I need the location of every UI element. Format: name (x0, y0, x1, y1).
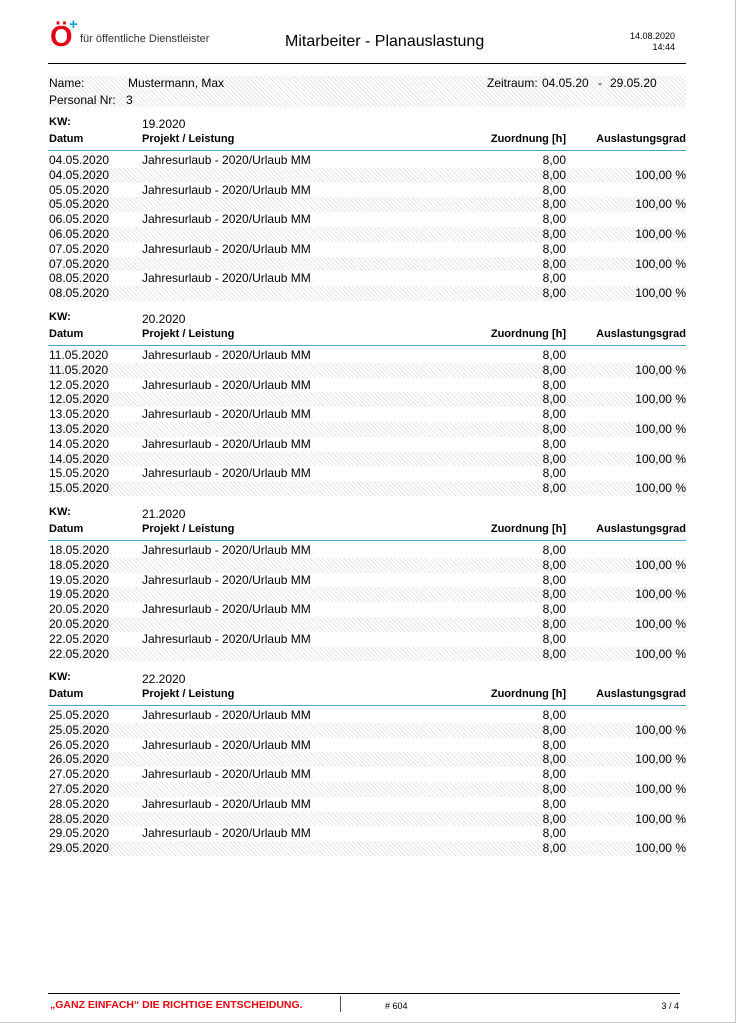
personal-nr-label: Personal Nr: (49, 93, 116, 107)
cell-project: Jahresurlaub - 2020/Urlaub MM (142, 796, 311, 811)
cell-utilization: 100,00 % (635, 752, 686, 767)
cell-date: 07.05.2020 (49, 241, 110, 256)
table-row (48, 723, 686, 738)
cell-project: Jahresurlaub - 2020/Urlaub MM (142, 212, 311, 227)
cell-project: Jahresurlaub - 2020/Urlaub MM (142, 271, 311, 286)
cell-date: 27.05.2020 (49, 767, 110, 782)
table-row (48, 767, 686, 782)
cell-project: Jahresurlaub - 2020/Urlaub MM (142, 466, 311, 481)
cell-date: 15.05.2020 (49, 466, 110, 481)
table-row (48, 617, 686, 632)
column-header-project: Projekt / Leistung (142, 133, 235, 145)
cell-utilization: 100,00 % (635, 841, 686, 856)
cell-utilization: 100,00 % (635, 197, 686, 212)
cell-hours: 8,00 (542, 737, 566, 752)
column-header-date: Datum (49, 523, 84, 535)
cell-date: 12.05.2020 (49, 392, 110, 407)
table-row (48, 558, 686, 573)
cell-hours: 8,00 (542, 392, 566, 407)
cell-hours: 8,00 (542, 226, 566, 241)
kw-value: 20.2020 (142, 312, 186, 326)
cell-project: Jahresurlaub - 2020/Urlaub MM (142, 826, 311, 841)
cell-date: 25.05.2020 (49, 708, 110, 722)
cell-date: 20.05.2020 (49, 616, 110, 631)
table-row (48, 826, 686, 841)
table-row (48, 647, 686, 662)
cell-date: 13.05.2020 (49, 407, 110, 422)
period-label: Zeitraum: (487, 76, 538, 90)
cell-hours: 8,00 (542, 646, 566, 661)
cell-hours: 8,00 (542, 631, 566, 646)
cell-project: Jahresurlaub - 2020/Urlaub MM (142, 182, 311, 197)
cell-utilization: 100,00 % (635, 781, 686, 796)
cell-date: 06.05.2020 (49, 212, 110, 227)
cell-utilization: 100,00 % (635, 167, 686, 182)
cell-hours: 8,00 (542, 543, 566, 557)
cell-utilization: 100,00 % (635, 481, 686, 496)
kw-label: KW: (49, 671, 71, 683)
column-header-rule (48, 345, 686, 346)
period-from: 04.05.20 (542, 76, 589, 90)
cell-hours: 8,00 (542, 796, 566, 811)
print-date: 14.08.2020 (629, 31, 675, 41)
cell-hours: 8,00 (542, 752, 566, 767)
cell-hours: 8,00 (542, 602, 566, 617)
column-header-utilization: Auslastungsgrad (596, 133, 686, 145)
cell-hours: 8,00 (542, 451, 566, 466)
cell-project: Jahresurlaub - 2020/Urlaub MM (142, 377, 311, 392)
cell-date: 26.05.2020 (49, 752, 110, 767)
column-header-hours: Zuordnung [h] (490, 133, 566, 145)
table-row (48, 242, 686, 257)
cell-utilization: 100,00 % (635, 286, 686, 301)
header-rule (48, 63, 686, 64)
cell-hours: 8,00 (542, 241, 566, 256)
cell-hours: 8,00 (542, 182, 566, 197)
report-title: Mitarbeiter - Planauslastung (285, 33, 485, 50)
cell-hours: 8,00 (542, 436, 566, 451)
cell-date: 12.05.2020 (49, 377, 110, 392)
cell-project: Jahresurlaub - 2020/Urlaub MM (142, 348, 311, 362)
table-rows (48, 708, 686, 856)
cell-hours: 8,00 (542, 616, 566, 631)
cell-hours: 8,00 (542, 781, 566, 796)
table-row (48, 363, 686, 378)
cell-date: 29.05.2020 (49, 841, 110, 856)
cell-date: 25.05.2020 (49, 722, 110, 737)
cell-project: Jahresurlaub - 2020/Urlaub MM (142, 572, 311, 587)
cell-hours: 8,00 (542, 407, 566, 422)
table-row (48, 378, 686, 393)
cell-project: Jahresurlaub - 2020/Urlaub MM (142, 767, 311, 782)
cell-date: 19.05.2020 (49, 587, 110, 602)
table-row (48, 212, 686, 227)
table-row (48, 602, 686, 617)
table-row (48, 348, 686, 363)
page-number: 3 / 4 (661, 1001, 679, 1011)
column-header-hours: Zuordnung [h] (490, 328, 566, 340)
table-row (48, 437, 686, 452)
cell-utilization: 100,00 % (635, 811, 686, 826)
name-value: Mustermann, Max (128, 76, 225, 90)
cell-hours: 8,00 (542, 811, 566, 826)
footer-slogan: „GANZ EINFACH“ DIE RICHTIGE ENTSCHEIDUNG. (50, 999, 303, 1011)
table-row (48, 812, 686, 827)
cell-date: 28.05.2020 (49, 796, 110, 811)
table-row (48, 797, 686, 812)
cell-hours: 8,00 (542, 212, 566, 227)
cell-date: 18.05.2020 (49, 543, 110, 557)
cell-date: 13.05.2020 (49, 421, 110, 436)
cell-utilization: 100,00 % (635, 557, 686, 572)
cell-date: 11.05.2020 (49, 362, 109, 377)
print-time: 14:44 (652, 42, 675, 52)
column-header-hours: Zuordnung [h] (490, 688, 566, 700)
cell-hours: 8,00 (542, 557, 566, 572)
cell-hours: 8,00 (542, 572, 566, 587)
table-rows (48, 348, 686, 496)
column-header-date: Datum (49, 133, 84, 145)
column-header-utilization: Auslastungsgrad (596, 523, 686, 535)
logo-plus-icon: + (69, 16, 78, 33)
table-row (48, 407, 686, 422)
period-separator: - (598, 76, 602, 90)
table-row (48, 183, 686, 198)
cell-utilization: 100,00 % (635, 587, 686, 602)
table-row (48, 286, 686, 301)
cell-project: Jahresurlaub - 2020/Urlaub MM (142, 631, 311, 646)
column-header-project: Projekt / Leistung (142, 328, 235, 340)
kw-label: KW: (49, 116, 71, 128)
cell-hours: 8,00 (542, 197, 566, 212)
column-header-project: Projekt / Leistung (142, 688, 235, 700)
table-row (48, 708, 686, 723)
column-header-project: Projekt / Leistung (142, 523, 235, 535)
column-header-hours: Zuordnung [h] (490, 523, 566, 535)
table-row (48, 257, 686, 272)
cell-project: Jahresurlaub - 2020/Urlaub MM (142, 602, 311, 617)
table-row (48, 227, 686, 242)
kw-value: 19.2020 (142, 117, 186, 131)
table-row (48, 153, 686, 168)
cell-hours: 8,00 (542, 587, 566, 602)
cell-hours: 8,00 (542, 167, 566, 182)
cell-date: 22.05.2020 (49, 631, 110, 646)
cell-utilization: 100,00 % (635, 722, 686, 737)
employee-info (48, 76, 686, 107)
cell-hours: 8,00 (542, 271, 566, 286)
cell-hours: 8,00 (542, 286, 566, 301)
cell-date: 18.05.2020 (49, 557, 110, 572)
cell-date: 20.05.2020 (49, 602, 110, 617)
period-to: 29.05.20 (610, 76, 657, 90)
cell-date: 05.05.2020 (49, 197, 110, 212)
cell-utilization: 100,00 % (635, 392, 686, 407)
column-header-utilization: Auslastungsgrad (596, 688, 686, 700)
cell-date: 08.05.2020 (49, 271, 110, 286)
cell-project: Jahresurlaub - 2020/Urlaub MM (142, 737, 311, 752)
cell-utilization: 100,00 % (635, 256, 686, 271)
name-label: Name: (49, 76, 85, 90)
cell-date: 06.05.2020 (49, 226, 110, 241)
table-row (48, 466, 686, 481)
cell-project: Jahresurlaub - 2020/Urlaub MM (142, 407, 311, 422)
cell-hours: 8,00 (542, 256, 566, 271)
column-header-date: Datum (49, 328, 84, 340)
cell-date: 27.05.2020 (49, 781, 110, 796)
kw-value: 21.2020 (142, 507, 186, 521)
column-header-rule (48, 150, 686, 151)
table-row (48, 752, 686, 767)
table-row (48, 587, 686, 602)
footer-rule (48, 993, 680, 994)
table-row (48, 632, 686, 647)
kw-label: KW: (49, 311, 71, 323)
cell-project: Jahresurlaub - 2020/Urlaub MM (142, 708, 311, 722)
logo-text: für öffentliche Dienstleister (80, 33, 210, 45)
table-row (48, 573, 686, 588)
cell-utilization: 100,00 % (635, 421, 686, 436)
column-header-rule (48, 540, 686, 541)
cell-date: 28.05.2020 (49, 811, 110, 826)
cell-hours: 8,00 (542, 708, 566, 722)
table-row (48, 841, 686, 856)
column-header-utilization: Auslastungsgrad (596, 328, 686, 340)
cell-date: 04.05.2020 (49, 153, 110, 167)
cell-project: Jahresurlaub - 2020/Urlaub MM (142, 436, 311, 451)
cell-date: 19.05.2020 (49, 572, 110, 587)
cell-hours: 8,00 (542, 421, 566, 436)
document-number: # 604 (385, 1001, 408, 1011)
footer-divider (340, 996, 341, 1012)
kw-label: KW: (49, 506, 71, 518)
table-row (48, 782, 686, 797)
table-row (48, 422, 686, 437)
table-row (48, 543, 686, 558)
cell-hours: 8,00 (542, 841, 566, 856)
cell-date: 14.05.2020 (49, 451, 110, 466)
cell-date: 15.05.2020 (49, 481, 110, 496)
table-row (48, 452, 686, 467)
cell-project: Jahresurlaub - 2020/Urlaub MM (142, 543, 311, 557)
cell-date: 26.05.2020 (49, 737, 110, 752)
cell-date: 05.05.2020 (49, 182, 110, 197)
cell-hours: 8,00 (542, 481, 566, 496)
cell-hours: 8,00 (542, 153, 566, 167)
column-header-rule (48, 705, 686, 706)
logo-mark: Ö (50, 21, 73, 53)
column-header-date: Datum (49, 688, 84, 700)
cell-hours: 8,00 (542, 362, 566, 377)
print-timestamp (630, 31, 675, 53)
cell-hours: 8,00 (542, 767, 566, 782)
table-row (48, 168, 686, 183)
cell-utilization: 100,00 % (635, 362, 686, 377)
cell-utilization: 100,00 % (635, 646, 686, 661)
cell-date: 22.05.2020 (49, 646, 110, 661)
cell-date: 07.05.2020 (49, 256, 110, 271)
table-rows (48, 543, 686, 661)
personal-nr-value: 3 (126, 93, 133, 107)
cell-date: 08.05.2020 (49, 286, 110, 301)
cell-project: Jahresurlaub - 2020/Urlaub MM (142, 153, 311, 167)
cell-hours: 8,00 (542, 722, 566, 737)
cell-date: 29.05.2020 (49, 826, 110, 841)
cell-utilization: 100,00 % (635, 226, 686, 241)
cell-date: 14.05.2020 (49, 436, 110, 451)
kw-value: 22.2020 (142, 672, 186, 686)
table-row (48, 481, 686, 496)
cell-utilization: 100,00 % (635, 451, 686, 466)
cell-hours: 8,00 (542, 377, 566, 392)
cell-hours: 8,00 (542, 348, 566, 362)
cell-hours: 8,00 (542, 466, 566, 481)
table-row (48, 392, 686, 407)
cell-hours: 8,00 (542, 826, 566, 841)
cell-date: 11.05.2020 (49, 348, 109, 362)
cell-project: Jahresurlaub - 2020/Urlaub MM (142, 241, 311, 256)
cell-utilization: 100,00 % (635, 616, 686, 631)
table-rows (48, 153, 686, 301)
table-row (48, 738, 686, 753)
table-row (48, 197, 686, 212)
cell-date: 04.05.2020 (49, 167, 110, 182)
table-row (48, 271, 686, 286)
